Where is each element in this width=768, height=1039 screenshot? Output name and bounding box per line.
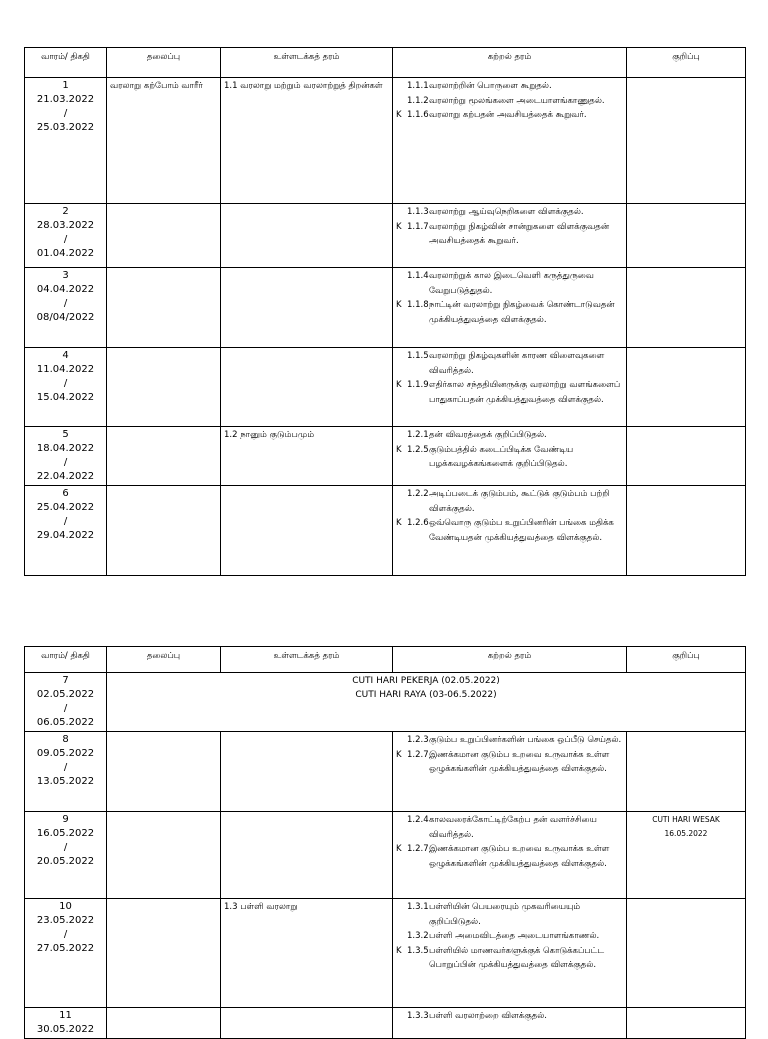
standard-code: 1.1.1: [407, 81, 429, 91]
topic-cell: [107, 732, 221, 812]
k-marker: K: [396, 221, 402, 232]
k-marker: [396, 813, 407, 842]
learning-standard-item: [396, 349, 623, 378]
topic-cell: [107, 204, 221, 268]
standard-code: 1.1.9: [407, 380, 429, 390]
header-learning-standard: கற்றல் தரம்: [393, 48, 627, 78]
date-separator: /: [63, 234, 68, 245]
holiday-line-1: CUTI HARI PEKERJA (02.05.2022): [352, 676, 500, 686]
topic-cell: [107, 348, 221, 427]
holiday-cell: [107, 673, 746, 732]
topic-cell: [107, 812, 221, 899]
date-separator: /: [63, 108, 68, 119]
week-number: 4: [62, 350, 69, 361]
standard-text: குடும்ப உறுப்பினர்களின் பங்கை ஒப்பீடு செய்தல்.: [429, 735, 622, 745]
topic-cell: [107, 268, 221, 348]
standard-code: 1.3.3: [407, 1011, 429, 1021]
learning-standard-item: [396, 378, 623, 407]
week-number: 6: [62, 488, 69, 499]
standard-text: குடும்பத்தில் கடைப்பிடிக்க வேண்டிய பழக்கவழக்கங்களைக் குறிப்பிடுதல்.: [429, 444, 574, 469]
standard-text: பள்ளி வரலாற்றை விளக்குதல்.: [429, 1011, 548, 1021]
week-end-date: 01.04.2022: [36, 248, 95, 259]
date-separator: /: [63, 842, 68, 853]
date-separator: /: [63, 378, 68, 389]
date-separator: /: [63, 298, 68, 309]
notes-cell: [627, 268, 746, 348]
standard-text: பள்ளியின் பெயரையும் முகவரியையும் குறிப்பிடுதல்.: [429, 902, 581, 927]
standard-code: 1.1.4: [407, 271, 429, 281]
learning-standard-item: [396, 842, 623, 871]
learning-standard-cell: [393, 812, 627, 899]
week-start-date: 23.05.2022: [36, 915, 95, 926]
content-standard-cell: [221, 348, 393, 427]
content-standard-cell: [221, 268, 393, 348]
k-marker: [396, 205, 407, 220]
k-marker: [396, 94, 407, 109]
week-row: [25, 427, 746, 486]
topic-cell: [107, 1008, 221, 1039]
k-marker: K: [396, 749, 402, 760]
notes-cell: [627, 899, 746, 1008]
week-start-date: 02.05.2022: [36, 689, 95, 700]
header-topic: தலைப்பு: [107, 647, 221, 673]
scheme-table-2: [24, 646, 746, 1039]
week-row: [25, 732, 746, 812]
week-cell: [25, 732, 107, 812]
content-standard-cell: [221, 486, 393, 576]
header-notes: குறிப்பு: [627, 647, 746, 673]
content-standard-cell: 1.3 பள்ளி வரலாறு: [221, 899, 393, 1008]
standard-text: அடிப்படைக் குடும்பம், கூட்டுக் குடும்பம் பற்றி விளக்குதல்.: [429, 489, 610, 514]
notes-cell: [627, 486, 746, 576]
week-start-date: 30.05.2022: [36, 1024, 95, 1035]
learning-standard-cell: [393, 204, 627, 268]
standard-text: வரலாற்றுக் கால இடைவெளி கருத்துருவை வேறுபடுத்துதல்.: [429, 271, 594, 296]
date-separator: /: [63, 762, 68, 773]
learning-standard-item: [396, 443, 623, 472]
k-marker: [396, 1009, 407, 1024]
standard-code: 1.2.1: [407, 430, 429, 440]
learning-standard-item: [396, 298, 623, 327]
learning-standard-cell: [393, 427, 627, 486]
k-marker: K: [396, 380, 402, 390]
week-number: 2: [62, 206, 69, 217]
standard-code: 1.3.2: [407, 931, 429, 941]
standard-text: காலவரைக்கோட்டிற்கேற்ப தன் வளர்ச்சியை விவரித்தல்.: [429, 815, 597, 840]
header-notes: குறிப்பு: [627, 48, 746, 78]
week-cell: [25, 673, 107, 732]
header-content-standard: உள்ளடக்கத் தரம்: [221, 48, 393, 78]
standard-text: வரலாறு கற்பதன் அவசியத்தைக் கூறுவர்.: [429, 110, 587, 120]
week-start-date: 16.05.2022: [36, 828, 95, 839]
learning-standard-item: [396, 944, 623, 973]
learning-standard-item: [396, 269, 623, 298]
week-start-date: 09.05.2022: [36, 748, 95, 759]
topic-cell: [107, 486, 221, 576]
learning-standard-item: [396, 79, 623, 94]
notes-cell: [627, 427, 746, 486]
week-number: 9: [62, 814, 69, 825]
header-week: வாரம்/ திகதி: [25, 647, 107, 673]
learning-standard-item: [396, 733, 623, 748]
standard-text: பள்ளி அமைவிடத்தை அடையாளங்காணல்.: [429, 931, 600, 941]
week-row: [25, 78, 746, 204]
learning-standard-item: [396, 1009, 623, 1024]
week-row: [25, 899, 746, 1008]
header-topic: தலைப்பு: [107, 48, 221, 78]
standard-text: வரலாற்றின் பொருளை கூறுதல்.: [429, 81, 552, 91]
scheme-table-1: [24, 47, 746, 576]
learning-standard-item: [396, 487, 623, 516]
notes-cell: CUTI HARI WESAK 16.05.2022: [627, 812, 746, 899]
learning-standard-cell: [393, 348, 627, 427]
learning-standard-item: [396, 205, 623, 220]
learning-standard-item: [396, 108, 623, 123]
week-cell: [25, 268, 107, 348]
standard-text: வரலாற்று மூலங்களை அடையாளங்காணுதல்.: [429, 95, 605, 106]
topic-cell: [107, 427, 221, 486]
standard-text: நாட்டின் வரலாற்று நிகழ்வைக் கொண்டாடுவதன் முக்கியத்துவத்தை விளக்குதல்.: [429, 300, 615, 325]
header-week: வாரம்/ திகதி: [25, 48, 107, 78]
learning-standard-cell: [393, 899, 627, 1008]
learning-standard-cell: [393, 1008, 627, 1039]
standard-text: எதிர்கால சந்ததியினருக்கு வரலாற்று வளங்களைப் பாதுகாப்பதன் முக்கியத்துவத்தை விளக்குதல்.: [429, 380, 621, 405]
standard-code: 1.1.8: [407, 300, 429, 310]
standard-code: 1.2.5: [407, 444, 429, 455]
learning-standard-cell: [393, 732, 627, 812]
standard-code: 1.1.6: [407, 110, 429, 120]
standard-text: வரலாற்று ஆய்வுநெறிகளை விளக்குதல்.: [429, 207, 584, 217]
week-cell: [25, 812, 107, 899]
standard-code: 1.2.3: [407, 735, 429, 745]
week-cell: [25, 427, 107, 486]
standard-text: பள்ளியில் மாணவர்களுக்குக் கொடுக்கப்பட்ட பொறுப்பின் முக்கியத்துவத்தை விளக்குதல்.: [429, 945, 605, 970]
k-marker: K: [396, 844, 402, 854]
week-end-date: 08/04/2022: [36, 312, 95, 323]
standard-code: 1.3.5: [407, 945, 429, 956]
standard-text: இணக்கமான குடும்ப உறவை உருவாக்க உள்ள ஒழுக்கங்களின் முக்கியத்துவத்தை விளக்குதல்.: [429, 844, 610, 869]
header-row: [25, 48, 746, 78]
week-number: 7: [62, 675, 69, 686]
standard-code: 1.2.4: [407, 815, 429, 825]
week-cell: [25, 899, 107, 1008]
date-separator: /: [63, 703, 68, 714]
week-cell: [25, 348, 107, 427]
week-end-date: 15.04.2022: [36, 392, 95, 403]
standard-code: 1.1.5: [407, 351, 429, 361]
week-cell: [25, 486, 107, 576]
week-start-date: 21.03.2022: [36, 94, 95, 105]
k-marker: K: [396, 300, 402, 310]
date-separator: /: [63, 929, 68, 940]
learning-standard-cell: [393, 268, 627, 348]
date-separator: /: [63, 516, 68, 527]
standard-text: வரலாற்று நிகழ்வுகளின் காரண விளைவுகளை விவரித்தல்.: [429, 351, 605, 376]
k-marker: [396, 929, 407, 944]
week-start-date: 28.03.2022: [36, 220, 95, 231]
content-standard-cell: [221, 1008, 393, 1039]
notes-cell: [627, 204, 746, 268]
standard-code: 1.1.2: [407, 95, 429, 106]
week-start-date: 25.04.2022: [36, 502, 95, 513]
k-marker: K: [396, 945, 402, 956]
notes-cell: [627, 1008, 746, 1039]
standard-code: 1.2.7: [407, 844, 429, 854]
content-standard-cell: 1.1 வரலாறு மற்றும் வரலாற்றுத் திறன்கள்: [221, 78, 393, 204]
header-learning-standard: கற்றல் தரம்: [393, 647, 627, 673]
week-row: [25, 348, 746, 427]
week-number: 8: [62, 734, 69, 745]
week-end-date: 06.05.2022: [36, 717, 95, 728]
k-marker: [396, 733, 407, 748]
standard-code: 1.2.7: [407, 749, 429, 760]
k-marker: K: [396, 110, 402, 120]
standard-text: வரலாற்று நிகழ்வின் சான்றுகளை விளக்குவதன் அவசியத்தைக் கூறுவர்.: [429, 221, 610, 246]
k-marker: [396, 487, 407, 516]
k-marker: [396, 79, 407, 94]
learning-standard-item: [396, 428, 623, 443]
week-cell: [25, 78, 107, 204]
week-row: [25, 486, 746, 576]
week-number: 1: [62, 80, 69, 91]
week-end-date: 22.04.2022: [36, 471, 95, 482]
learning-standard-item: [396, 929, 623, 944]
k-marker: K: [396, 444, 402, 455]
week-start-date: 11.04.2022: [36, 364, 95, 375]
learning-standard-cell: [393, 78, 627, 204]
date-separator: /: [63, 457, 68, 468]
learning-standard-cell: [393, 486, 627, 576]
standard-code: 1.2.6: [407, 518, 429, 528]
week-number: 5: [62, 429, 69, 440]
week-row: [25, 268, 746, 348]
content-standard-cell: [221, 812, 393, 899]
k-marker: [396, 900, 407, 929]
week-end-date: 27.05.2022: [36, 943, 95, 954]
learning-standard-item: [396, 220, 623, 249]
content-standard-cell: 1.2 நானும் குடும்பமும்: [221, 427, 393, 486]
holiday-line-2: CUTI HARI RAYA (03-06.5.2022): [355, 690, 497, 700]
week-start-date: 18.04.2022: [36, 443, 95, 454]
week-end-date: 13.05.2022: [36, 776, 95, 787]
standard-text: இணக்கமான குடும்ப உறவை உருவாக்க உள்ள ஒழுக்கங்களின் முக்கியத்துவத்தை விளக்குதல்.: [429, 749, 610, 774]
content-standard-cell: [221, 204, 393, 268]
content-standard-cell: [221, 732, 393, 812]
topic-cell: [107, 899, 221, 1008]
learning-standard-item: [396, 748, 623, 777]
week-cell: [25, 1008, 107, 1039]
topic-cell: வரலாறு கற்போம் வாரீர்: [107, 78, 221, 204]
k-marker: [396, 269, 407, 298]
notes-cell: [627, 348, 746, 427]
week-cell: [25, 204, 107, 268]
standard-code: 1.1.3: [407, 207, 429, 217]
standard-code: 1.1.7: [407, 221, 429, 232]
week-row: [25, 812, 746, 899]
k-marker: [396, 428, 407, 443]
notes-cell: [627, 732, 746, 812]
learning-standard-item: [396, 516, 623, 545]
week-row: [25, 1008, 746, 1039]
k-marker: [396, 349, 407, 378]
learning-standard-item: [396, 94, 623, 109]
week-start-date: 04.04.2022: [36, 284, 95, 295]
week-number: 10: [59, 901, 72, 912]
week-end-date: 25.03.2022: [36, 122, 95, 133]
standard-text: ஒவ்வொரு குடும்ப உறுப்பினரின் பங்கை மதிக்க வேண்டியதன் முக்கியத்துவத்தை விளக்குதல்.: [429, 518, 614, 543]
k-marker: K: [396, 518, 402, 528]
learning-standard-item: [396, 813, 623, 842]
week-number: 11: [59, 1010, 72, 1021]
week-number: 3: [62, 270, 69, 281]
standard-code: 1.3.1: [407, 902, 429, 912]
standard-text: தன் விவரத்தைக் குறிப்பிடுதல்.: [429, 430, 547, 440]
notes-cell: [627, 78, 746, 204]
header-content-standard: உள்ளடக்கத் தரம்: [221, 647, 393, 673]
standard-code: 1.2.2: [407, 489, 429, 499]
holiday-row: [25, 673, 746, 732]
header-row: [25, 647, 746, 673]
week-end-date: 29.04.2022: [36, 530, 95, 541]
week-end-date: 20.05.2022: [36, 856, 95, 867]
week-row: [25, 204, 746, 268]
learning-standard-item: [396, 900, 623, 929]
